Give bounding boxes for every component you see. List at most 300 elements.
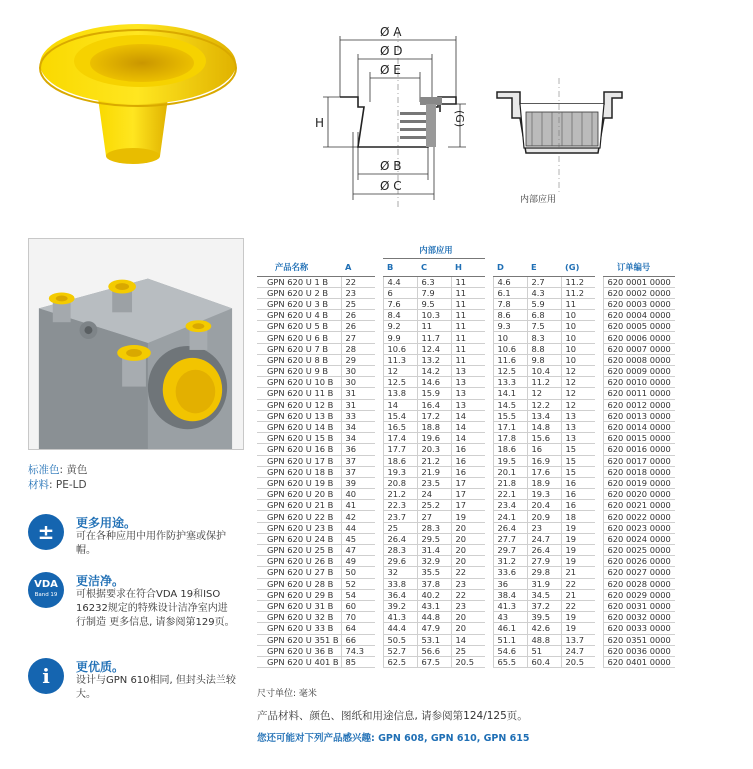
column-gap	[375, 388, 383, 399]
table-cell: 31.9	[527, 578, 561, 589]
col-header-a: A	[341, 258, 375, 276]
table-cell: 11.2	[561, 276, 595, 287]
table-cell: 27	[417, 511, 451, 522]
column-gap	[375, 399, 383, 410]
table-row	[257, 489, 675, 500]
table-cell: 6	[383, 287, 417, 298]
table-cell: 29.6	[383, 556, 417, 567]
column-gap	[375, 287, 383, 298]
table-cell: GPN 620 U 15 B	[257, 433, 341, 444]
col-header-order: 订单编号	[603, 258, 675, 276]
column-gap	[375, 298, 383, 309]
table-cell: 24.7	[561, 645, 595, 656]
table-row	[257, 612, 675, 623]
table-row	[257, 634, 675, 645]
table-cell: GPN 620 U 351 B	[257, 634, 341, 645]
plus-minus-icon: ±	[28, 514, 64, 550]
table-cell: 52	[341, 578, 375, 589]
table-row	[257, 656, 675, 667]
table-cell: 20.8	[383, 477, 417, 488]
table-cell: 15.6	[527, 433, 561, 444]
table-cell: 17.7	[383, 444, 417, 455]
table-cell: 17	[451, 500, 485, 511]
table-cell: 10	[561, 332, 595, 343]
table-row	[257, 455, 675, 466]
column-gap	[595, 388, 603, 399]
table-cell: 42	[341, 511, 375, 522]
table-cell: 620 0020 0000	[603, 489, 675, 500]
table-cell: GPN 620 U 2 B	[257, 287, 341, 298]
table-cell: 10	[561, 310, 595, 321]
table-cell: 19	[561, 533, 595, 544]
table-row	[257, 589, 675, 600]
table-cell: 20	[451, 623, 485, 634]
column-gap	[595, 421, 603, 432]
table-cell: GPN 620 U 16 B	[257, 444, 341, 455]
table-cell: 15.9	[417, 388, 451, 399]
table-cell: 12	[561, 377, 595, 388]
table-cell: 25	[451, 645, 485, 656]
table-cell: 32	[383, 567, 417, 578]
related-products-note: 您还可能对下列产品感兴趣: GPN 608, GPN 610, GPN 615	[257, 733, 530, 744]
table-cell: 11.6	[493, 354, 527, 365]
column-gap	[375, 545, 383, 556]
table-cell: 6.1	[493, 287, 527, 298]
column-gap	[375, 354, 383, 365]
table-cell: 24	[417, 489, 451, 500]
table-cell: 36	[493, 578, 527, 589]
column-gap	[485, 276, 493, 287]
table-cell: 13.7	[561, 634, 595, 645]
feature-text: 设计与GPN 610相同, 但封头法兰较大。	[76, 675, 236, 700]
col-header-h: H	[451, 258, 485, 276]
table-cell: 27	[341, 332, 375, 343]
table-cell: 10	[561, 321, 595, 332]
table-row	[257, 298, 675, 309]
table-cell: 11	[561, 298, 595, 309]
info-note: 产品材料、颜色、图纸和用途信息, 请参阅第124/125页。	[257, 710, 528, 722]
table-cell: 50	[341, 567, 375, 578]
table-cell: 39.5	[527, 612, 561, 623]
table-cell: 18	[561, 511, 595, 522]
color-value: : 黄色	[59, 464, 88, 476]
column-gap	[375, 489, 383, 500]
table-cell: GPN 620 U 28 B	[257, 578, 341, 589]
dim-label-e: Ø E	[380, 63, 401, 77]
table-cell: GPN 620 U 4 B	[257, 310, 341, 321]
table-cell: 620 0026 0000	[603, 556, 675, 567]
table-row	[257, 511, 675, 522]
col-header-d: D	[493, 258, 527, 276]
table-cell: 5.9	[527, 298, 561, 309]
table-cell: 21.8	[493, 477, 527, 488]
table-cell: 28.3	[417, 522, 451, 533]
column-gap	[595, 556, 603, 567]
table-cell: 620 0028 0000	[603, 578, 675, 589]
column-gap	[485, 556, 493, 567]
table-cell: 15	[561, 466, 595, 477]
table-cell: 9.3	[493, 321, 527, 332]
table-cell: 620 0012 0000	[603, 399, 675, 410]
table-row	[257, 567, 675, 578]
table-cell: GPN 620 U 5 B	[257, 321, 341, 332]
table-cell: 620 0025 0000	[603, 545, 675, 556]
table-row	[257, 600, 675, 611]
table-cell: 15.4	[383, 410, 417, 421]
dim-label-d: Ø D	[380, 44, 403, 58]
table-cell: 17.6	[527, 466, 561, 477]
table-cell: 41.3	[383, 612, 417, 623]
table-cell: 14	[451, 634, 485, 645]
table-cell: 26	[341, 310, 375, 321]
table-cell: 12	[527, 388, 561, 399]
table-cell: 20.5	[451, 656, 485, 667]
feature-versatile	[28, 514, 243, 566]
table-cell: 26.4	[527, 545, 561, 556]
table-cell: 620 0010 0000	[603, 377, 675, 388]
table-cell: GPN 620 U 13 B	[257, 410, 341, 421]
column-gap	[485, 455, 493, 466]
table-cell: 6.8	[527, 310, 561, 321]
material-label: 材料	[28, 479, 49, 491]
table-cell: 7.5	[527, 321, 561, 332]
column-gap	[375, 500, 383, 511]
table-cell: 620 0023 0000	[603, 522, 675, 533]
table-cell: 17.1	[493, 421, 527, 432]
table-row	[257, 522, 675, 533]
column-gap	[595, 321, 603, 332]
table-cell: GPN 620 U 32 B	[257, 612, 341, 623]
dim-label-b: Ø B	[380, 159, 402, 173]
table-cell: 20	[451, 533, 485, 544]
table-cell: 23.4	[493, 500, 527, 511]
column-gap	[595, 567, 603, 578]
table-cell: 43	[493, 612, 527, 623]
feature-clean	[28, 572, 243, 644]
table-cell: 19	[451, 511, 485, 522]
column-gap	[485, 388, 493, 399]
table-cell: 620 0036 0000	[603, 645, 675, 656]
table-row	[257, 388, 675, 399]
table-cell: 40	[341, 489, 375, 500]
col-header-c: C	[417, 258, 451, 276]
table-cell: GPN 620 U 27 B	[257, 567, 341, 578]
table-cell: GPN 620 U 36 B	[257, 645, 341, 656]
column-gap	[375, 321, 383, 332]
table-cell: 17	[451, 477, 485, 488]
table-cell: 49	[341, 556, 375, 567]
table-cell: 20	[451, 545, 485, 556]
table-cell: 13	[451, 399, 485, 410]
table-row	[257, 421, 675, 432]
table-cell: 41	[341, 500, 375, 511]
table-cell: 20.1	[493, 466, 527, 477]
table-cell: 62.5	[383, 656, 417, 667]
table-cell: 21.2	[383, 489, 417, 500]
table-row	[257, 321, 675, 332]
table-cell: 16.4	[417, 399, 451, 410]
table-cell: 14.5	[493, 399, 527, 410]
table-cell: 13	[451, 388, 485, 399]
table-cell: 14.8	[527, 421, 561, 432]
table-cell: 16	[451, 466, 485, 477]
table-cell: 37.2	[527, 600, 561, 611]
table-row	[257, 310, 675, 321]
table-cell: 33.6	[493, 567, 527, 578]
table-cell: 44.4	[383, 623, 417, 634]
column-gap	[595, 399, 603, 410]
table-cell: 620 0014 0000	[603, 421, 675, 432]
table-cell: 9.5	[417, 298, 451, 309]
table-cell: 60.4	[527, 656, 561, 667]
column-gap	[595, 578, 603, 589]
table-cell: 12	[383, 366, 417, 377]
table-cell: 11.2	[561, 287, 595, 298]
table-cell: 620 0013 0000	[603, 410, 675, 421]
table-cell: 12	[561, 399, 595, 410]
table-cell: 20.5	[561, 656, 595, 667]
table-cell: 23	[451, 600, 485, 611]
color-line	[28, 463, 87, 478]
table-cell: 35.5	[417, 567, 451, 578]
table-cell: 8.3	[527, 332, 561, 343]
table-cell: 10.4	[527, 366, 561, 377]
col-header-e: E	[527, 258, 561, 276]
column-gap	[375, 455, 383, 466]
table-cell: GPN 620 U 23 B	[257, 522, 341, 533]
table-cell: 31.4	[417, 545, 451, 556]
column-gap	[375, 310, 383, 321]
table-cell: GPN 620 U 9 B	[257, 366, 341, 377]
column-gap	[485, 444, 493, 455]
color-label: 标准色	[28, 464, 60, 476]
table-cell: 17	[451, 489, 485, 500]
table-cell: GPN 620 U 14 B	[257, 421, 341, 432]
column-gap	[485, 433, 493, 444]
table-cell: GPN 620 U 18 B	[257, 466, 341, 477]
table-cell: 39.2	[383, 600, 417, 611]
column-gap	[485, 477, 493, 488]
column-gap	[485, 656, 493, 667]
table-cell: 65.5	[493, 656, 527, 667]
table-cell: 34	[341, 433, 375, 444]
table-cell: 54.6	[493, 645, 527, 656]
feature-title: 更多用途。	[76, 516, 137, 530]
feature-text: 可根据要求在符合VDA 19和ISO 16232规定的特殊设计洁净室内进行制造 更多信息, 请参阅第129页。	[76, 589, 235, 628]
table-cell: 26	[341, 321, 375, 332]
table-cell: 30	[341, 377, 375, 388]
table-cell: 14.6	[417, 377, 451, 388]
column-gap	[375, 276, 383, 287]
column-gap	[375, 366, 383, 377]
table-cell: 20.4	[527, 500, 561, 511]
table-cell: 28	[341, 343, 375, 354]
table-cell: 66	[341, 634, 375, 645]
col-header-g: (G)	[561, 258, 595, 276]
column-gap	[375, 433, 383, 444]
table-cell: GPN 620 U 31 B	[257, 600, 341, 611]
table-cell: 620 0002 0000	[603, 287, 675, 298]
column-gap	[375, 332, 383, 343]
table-cell: 9.2	[383, 321, 417, 332]
table-cell: 28.3	[383, 545, 417, 556]
column-gap	[375, 533, 383, 544]
table-cell: 2.7	[527, 276, 561, 287]
table-cell: 47.9	[417, 623, 451, 634]
table-cell: GPN 620 U 17 B	[257, 455, 341, 466]
table-row	[257, 276, 675, 287]
table-cell: 23	[341, 287, 375, 298]
material-line	[28, 478, 87, 493]
dim-label-g: (G)	[453, 110, 466, 128]
column-gap	[595, 332, 603, 343]
table-cell: 29	[341, 354, 375, 365]
material-value: : PE-LD	[49, 479, 87, 491]
table-cell: 11	[451, 287, 485, 298]
column-gap	[375, 578, 383, 589]
dim-label-h: H	[315, 116, 325, 130]
table-cell: 24.1	[493, 511, 527, 522]
table-cell: 11	[451, 332, 485, 343]
table-cell: 25	[341, 298, 375, 309]
table-cell: 620 0016 0000	[603, 444, 675, 455]
table-cell: 47	[341, 545, 375, 556]
column-gap	[485, 567, 493, 578]
column-gap	[485, 578, 493, 589]
table-cell: 21	[561, 589, 595, 600]
column-gap	[375, 410, 383, 421]
table-cell: 27.9	[527, 556, 561, 567]
column-gap	[595, 455, 603, 466]
table-cell: 31.2	[493, 556, 527, 567]
table-cell: 23.7	[383, 511, 417, 522]
product-photo	[28, 6, 248, 171]
table-cell: 18.9	[527, 477, 561, 488]
table-row	[257, 287, 675, 298]
table-cell: 620 0007 0000	[603, 343, 675, 354]
table-cell: 29.5	[417, 533, 451, 544]
table-cell: 620 0006 0000	[603, 332, 675, 343]
table-row	[257, 466, 675, 477]
table-cell: 10	[493, 332, 527, 343]
column-gap	[485, 634, 493, 645]
table-cell: 54	[341, 589, 375, 600]
table-cell: 620 0029 0000	[603, 589, 675, 600]
table-cell: 21.2	[417, 455, 451, 466]
table-cell: 11	[417, 321, 451, 332]
column-gap	[485, 421, 493, 432]
table-cell: 53.1	[417, 634, 451, 645]
table-cell: 11.7	[417, 332, 451, 343]
table-cell: 34	[341, 421, 375, 432]
table-cell: 620 0032 0000	[603, 612, 675, 623]
column-gap	[595, 600, 603, 611]
table-cell: 620 0001 0000	[603, 276, 675, 287]
table-cell: 620 0401 0000	[603, 656, 675, 667]
table-row	[257, 366, 675, 377]
table-cell: 16	[451, 455, 485, 466]
table-cell: 14	[383, 399, 417, 410]
column-gap	[375, 645, 383, 656]
table-cell: GPN 620 U 22 B	[257, 511, 341, 522]
table-cell: 23	[451, 578, 485, 589]
table-cell: GPN 620 U 24 B	[257, 533, 341, 544]
table-row	[257, 623, 675, 634]
table-cell: 13.4	[527, 410, 561, 421]
table-cell: 22.1	[493, 489, 527, 500]
table-cell: 11	[451, 321, 485, 332]
table-cell: 10.6	[383, 343, 417, 354]
column-gap	[375, 477, 383, 488]
table-cell: 23.5	[417, 477, 451, 488]
table-cell: 20.9	[527, 511, 561, 522]
table-cell: GPN 620 U 401 B	[257, 656, 341, 667]
table-cell: 85	[341, 656, 375, 667]
table-cell: 620 0009 0000	[603, 366, 675, 377]
table-cell: 29.7	[493, 545, 527, 556]
table-cell: 32.9	[417, 556, 451, 567]
table-cell: 8.4	[383, 310, 417, 321]
column-gap	[485, 399, 493, 410]
spec-table	[257, 242, 675, 668]
table-cell: 38.4	[493, 589, 527, 600]
col-header-name: 产品名称	[257, 258, 341, 276]
table-cell: GPN 620 U 26 B	[257, 556, 341, 567]
column-gap	[595, 466, 603, 477]
table-cell: GPN 620 U 3 B	[257, 298, 341, 309]
table-cell: 37.8	[417, 578, 451, 589]
table-cell: 44.8	[417, 612, 451, 623]
table-cell: 48.8	[527, 634, 561, 645]
table-cell: 13	[561, 421, 595, 432]
column-gap	[485, 600, 493, 611]
table-cell: 7.8	[493, 298, 527, 309]
table-cell: 11	[451, 298, 485, 309]
table-cell: 620 0011 0000	[603, 388, 675, 399]
column-gap	[485, 287, 493, 298]
table-cell: 46.1	[493, 623, 527, 634]
table-row	[257, 377, 675, 388]
table-cell: 19	[561, 522, 595, 533]
table-cell: 64	[341, 623, 375, 634]
table-cell: 40.2	[417, 589, 451, 600]
table-cell: 37	[341, 466, 375, 477]
table-cell: 13	[561, 433, 595, 444]
column-gap	[595, 612, 603, 623]
table-cell: 20	[451, 612, 485, 623]
table-cell: 19.3	[527, 489, 561, 500]
table-cell: 36	[341, 444, 375, 455]
table-cell: 620 0015 0000	[603, 433, 675, 444]
table-cell: 22.3	[383, 500, 417, 511]
table-row	[257, 399, 675, 410]
table-cell: 14	[451, 410, 485, 421]
table-cell: 25.2	[417, 500, 451, 511]
column-gap	[485, 545, 493, 556]
table-cell: GPN 620 U 11 B	[257, 388, 341, 399]
section-caption: 内部应用	[520, 195, 557, 205]
table-cell: 10	[561, 354, 595, 365]
table-cell: 13	[451, 377, 485, 388]
table-cell: 17.2	[417, 410, 451, 421]
feature-title: 更优质。	[76, 660, 125, 674]
column-gap	[595, 522, 603, 533]
table-cell: 620 0022 0000	[603, 511, 675, 522]
table-cell: 13.3	[493, 377, 527, 388]
table-cell: 67.5	[417, 656, 451, 667]
table-cell: 19	[561, 623, 595, 634]
table-cell: 620 0031 0000	[603, 600, 675, 611]
